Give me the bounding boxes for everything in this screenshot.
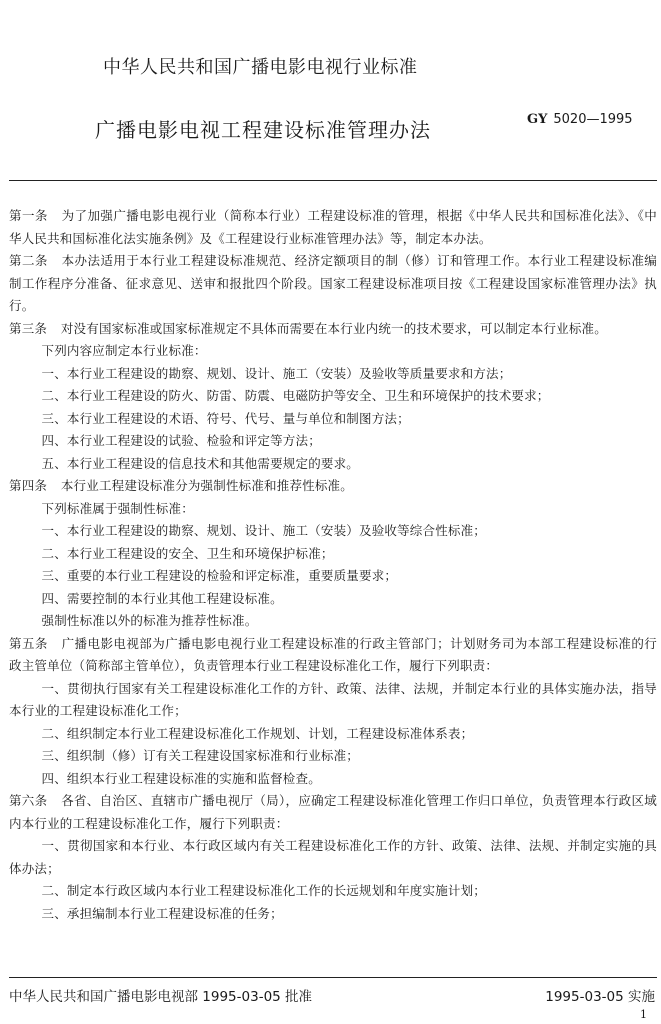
paragraph-text: 下列内容应制定本行业标准： [41,343,207,358]
paragraph-text: 四、本行业工程建设的试验、检验和评定等方法； [41,433,321,448]
article-number: 第四条 [9,478,48,493]
paragraph-text: 三、重要的本行业工程建设的检验和评定标准，重要质量要求； [41,568,398,583]
article-paragraph [9,633,657,678]
paragraph-text: 本办法适用于本行业工程建设标准规范、经济定额项目的制（修）订和管理工作。本行业工程建设标准编制工作程序分准备、征求意见、送审和报批四个阶段。国家工程建设标准项目按《工程建设国家标准管理办法》执行。 [9,253,658,313]
clause-paragraph [9,565,657,588]
effective-date: 1995-03-05 实施 [545,989,655,1005]
paragraph-text: 三、组织制（修）订有关工程建设国家标准和行业标准； [41,748,360,763]
clause-paragraph [9,835,657,880]
document-body [9,205,657,925]
paragraph-text: 本行业工程建设标准分为强制性标准和推荐性标准。 [60,478,353,493]
paragraph-text: 二、本行业工程建设的防火、防雷、防震、电磁防护等安全、卫生和环境保护的技术要求； [41,388,550,403]
clause-paragraph [9,453,657,476]
paragraph-text: 三、承担编制本行业工程建设标准的任务； [41,905,283,921]
clause-paragraph [9,588,657,611]
footer-divider [9,977,657,978]
paragraph-text: 二、制定本行政区域内本行业工程建设标准化工作的长远规划和年度实施计划； [41,883,487,898]
paragraph-text: 一、本行业工程建设的勘察、规划、设计、施工（安装）及验收等质量要求和方法； [41,365,512,381]
standard-code [527,112,633,127]
clause-paragraph [9,408,657,431]
paragraph-text: 一、本行业工程建设的勘察、规划、设计、施工（安装）及验收等综合性标准； [41,523,487,538]
issuing-organization: 中华人民共和国广播电影电视行业标准 [103,57,418,78]
clause-paragraph [9,723,657,746]
article-number: 第一条 [9,208,48,223]
clause-paragraph [9,385,657,408]
paragraph-text: 一、贯彻执行国家有关工程建设标准化工作的方针、政策、法律、法规，并制定本行业的具体实施办法，指导本行业的工程建设标准化工作； [9,680,657,718]
paragraph-text: 广播电影电视部为广播电影电视行业工程建设标准的行政主管部门；计划财务司为本部工程建设标准的行政主管单位（简称部主管单位），负责管理本行业工程建设标准化工作，履行下列职责： [9,635,658,673]
header-divider [9,180,657,181]
article-paragraph [9,475,657,498]
clause-paragraph [9,678,657,723]
clause-paragraph [9,745,657,768]
paragraph-text: 下列标准属于强制性标准： [41,500,194,516]
paragraph-text: 四、需要控制的本行业其他工程建设标准。 [41,590,283,606]
article-number: 第五条 [9,635,48,651]
paragraph-text: 强制性标准以外的标准为推荐性标准。 [41,613,258,628]
standard-code-number: 5020—1995 [553,112,633,127]
paragraph-text: 四、组织本行业工程建设标准的实施和监督检查。 [41,770,321,786]
clause-paragraph [9,768,657,791]
article-number: 第二条 [9,253,48,268]
paragraph-text: 五、本行业工程建设的信息技术和其他需要规定的要求。 [41,455,360,471]
clause-paragraph [9,880,657,903]
clause-paragraph [9,520,657,543]
clause-paragraph [9,340,657,363]
paragraph-text: 为了加强广播电影电视行业（简称本行业）工程建设标准的管理，根据《中华人民共和国标准化法》、《中华人民共和国标准化法实施条例》及《工程建设行业标准管理办法》等，制定本办法。 [9,208,657,246]
paragraph-text: 各省、自治区、直辖市广播电视厅（局），应确定工程建设标准化管理工作归口单位，负责管理本行政区域内本行业的工程建设标准化工作，履行下列职责： [9,793,657,831]
article-paragraph [9,318,657,341]
paragraph-text: 三、本行业工程建设的术语、符号、代号、量与单位和制图方法； [41,410,410,426]
approval-line: 中华人民共和国广播电影电视部 1995-03-05 批准 [9,989,313,1005]
paragraph-text: 二、组织制定本行业工程建设标准化工作规划、计划，工程建设标准体系表； [41,725,474,741]
page-number: 1 [640,1008,647,1021]
clause-paragraph [9,543,657,566]
clause-paragraph [9,363,657,386]
article-number: 第六条 [9,793,48,808]
document-title: 广播电影电视工程建设标准管理办法 [95,118,431,142]
article-paragraph [9,790,657,835]
standard-code-prefix: GY [527,112,548,127]
clause-paragraph [9,610,657,633]
article-paragraph [9,250,657,318]
clause-paragraph [9,498,657,521]
article-paragraph [9,205,657,250]
paragraph-text: 二、本行业工程建设的安全、卫生和环境保护标准； [41,545,334,561]
clause-paragraph [9,903,657,926]
paragraph-text: 一、贯彻国家和本行业、本行政区域内有关工程建设标准化工作的方针、政策、法律、法规、并制定实施的具体办法； [9,838,657,876]
paragraph-text: 对没有国家标准或国家标准规定不具体而需要在本行业内统一的技术要求，可以制定本行业标准。 [60,320,607,336]
article-number: 第三条 [9,320,48,336]
clause-paragraph [9,430,657,453]
